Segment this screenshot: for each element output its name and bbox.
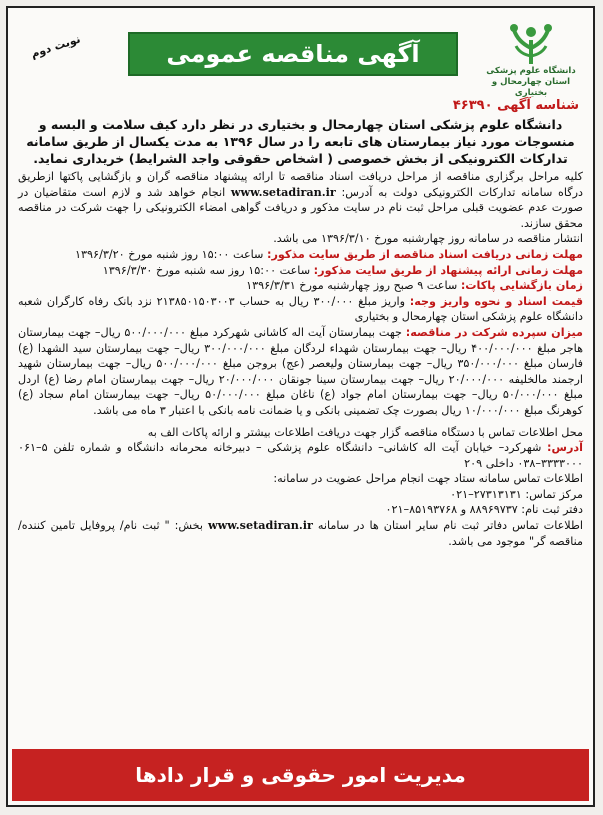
offices-text-b: بخش: " ثبت نام/ پروفایل تامین کننده/ مناقصه گر" موجود می باشد.	[18, 519, 583, 548]
paragraph-procedure	[18, 169, 583, 231]
bid-bond	[18, 325, 583, 419]
address-label: آدرس:	[547, 441, 583, 455]
price-value: واریز مبلغ ۳۰۰/۰۰۰ ریال به حساب ۲۱۳۸۵۰۱۵۰۳۰۰۳ نزد بانک رفاه کارگران شعبه دانشگاه علوم پزشکی استان چهارمحال و بختیاری	[18, 294, 583, 324]
contact-intro: محل اطلاعات تماس با دستگاه مناقصه گزار جهت دریافت اطلاعات بیشتر و ارائه پاکات الف به	[147, 425, 583, 439]
center-contact: مرکز تماس: ۲۷۳۱۳۱۳۱–۰۲۱	[450, 487, 583, 501]
opening-label: زمان بازگشایی پاکات:	[460, 279, 583, 293]
logo-line1: دانشگاه علوم پزشکی	[486, 66, 576, 76]
ad-id: شناسه آگهی ۴۶۳۹۰	[452, 98, 579, 113]
address-value: شهرکرد– خیابان آیت اله کاشانی– دانشگاه علوم پزشکی – دبیرخانه محرمانه دانشگاه و شماره تلفن ۵–۰۶۱ ۳۳۳۳۰۰۰–۰۳۸ داخلی ۲۰۹	[18, 441, 583, 470]
other-offices	[18, 518, 583, 549]
registration-office: دفتر ثبت نام: ۸۸۹۶۹۷۳۷ و ۸۵۱۹۳۷۶۸–۰۲۱	[385, 503, 583, 517]
logo-line2: استان چهارمحال و بختیاری	[491, 77, 571, 98]
advertisement-frame	[6, 6, 595, 807]
setad-intro: اطلاعات تماس سامانه ستاد جهت انجام مراحل عضویت در سامانه:	[273, 472, 583, 486]
publish-date: انتشار مناقصه در سامانه روز چهارشنبه مورخ ۱۳۹۶/۳/۱۰ می باشد.	[273, 232, 583, 246]
deadline-bid-label: مهلت زمانی ارائه پیشنهاد از طریق سایت مذکور:	[313, 263, 583, 277]
header	[8, 8, 593, 100]
university-logo	[475, 18, 587, 96]
bond-label: میزان سپرده شرکت در مناقصه:	[405, 325, 583, 339]
deadline-docs-value: ساعت ۱۵:۰۰ روز شنبه مورخ ۱۳۹۶/۳/۲۰	[75, 247, 264, 261]
deadline-docs	[18, 247, 583, 263]
price-label: قیمت اسناد و نحوه واریز وجه:	[409, 294, 584, 308]
procedure-text-b: انجام خواهد شد و لازم است متقاضیان در صورت عدم عضویت قبلی مراحل ثبت نام در سایت مذکور و دریافت گواهی امضاء الکترونیکی را جهت شرکت در مناقصه محقق سازند.	[18, 185, 583, 230]
turn-label: نوبت دوم	[29, 32, 82, 61]
deadline-bid-value: ساعت ۱۵:۰۰ روز سه شنبه مورخ ۱۳۹۶/۳/۳۰	[102, 263, 311, 277]
ad-body	[18, 116, 583, 549]
procedure-text-a: کلیه مراحل برگزاری مناقصه از مراحل دریافت اسناد مناقصه تا ارائه پیشنهاد مناقصه گران و بازگشایی پاکتها ازطریق درگاه سامانه تدارکات الکترونیکی دولت به آدرس:	[18, 170, 584, 199]
deadline-bid	[18, 263, 583, 279]
address	[18, 440, 583, 471]
tree-logo-icon	[506, 18, 556, 66]
footer-banner: مدیریت امور حقوقی و قرار دادها	[12, 749, 589, 801]
headline: دانشگاه علوم پزشکی استان چهارمحال و بختیاری در نظر دارد کیف سلامت و البسه و منسوجات مورد نیاز بیمارستان های تابعه را در سال ۱۳۹۶ به مدت یکسال از طریق سامانه تدارکات الکترونیکی از بخش خصوصی ( اشخاص حقوقی واجد الشرایط) خریداری نماید.	[26, 117, 575, 166]
bond-value: جهت بیمارستان آیت اله کاشانی شهرکرد مبلغ ۵۰۰/۰۰۰/۰۰۰ ریال– جهت بیمارستان هاجر مبلغ ۴۰۰/۰۰۰/۰۰۰ ریال– جهت بیمارستان شهداء لردگان مبلغ ۳۰۰/۰۰۰/۰۰۰ ریال– جهت بیمارستان سید الشهدا (ع) فارسان مبلغ ۳۵۰/۰۰۰/۰۰۰ ریال– جهت بیمارستان ولیعصر (عج) بروجن مبلغ ۵۰۰/۰۰۰/۰۰۰ ریال– جهت بیمارستان شهید ارجمند مالخلیفه ۲۰/۰۰۰/۰۰۰ ریال– جهت بیمارستان سینا جونقان ۲۰/۰۰۰/۰۰۰ ریال– جهت بیمارستان امام رضا (ع) اردل مبلغ ۵۰/۰۰۰/۰۰۰ ریال– جهت بیمارستان امام جواد (ع) ناغان مبلغ ۵۰/۰۰۰/۰۰۰ ریال– جهت بیمارستان امام سجاد (ع) کوهرنگ مبلغ ۱۰/۰۰۰/۰۰۰ ریال بصورت چک تضمینی بانکی و یا ضمانت نامه بانکی با اعتبار ۳ ماه می باشد.	[18, 325, 584, 417]
offices-text-a: اطلاعات تماس دفاتر ثبت نام سایر استان ها در سامانه	[317, 519, 583, 533]
setad-url[interactable]: www.setadiran.ir	[230, 184, 336, 199]
opening-value: ساعت ۹ صبح روز چهارشنبه مورخ ۱۳۹۶/۳/۳۱	[246, 279, 458, 293]
document-price	[18, 294, 583, 325]
offices-url[interactable]: www.setadiran.ir	[208, 518, 313, 533]
opening-time	[18, 278, 583, 294]
deadline-docs-label: مهلت زمانی دریافت اسناد مناقصه از طریق سایت مذکور:	[266, 247, 583, 261]
ad-title: آگهی مناقصه عمومی	[128, 32, 458, 76]
